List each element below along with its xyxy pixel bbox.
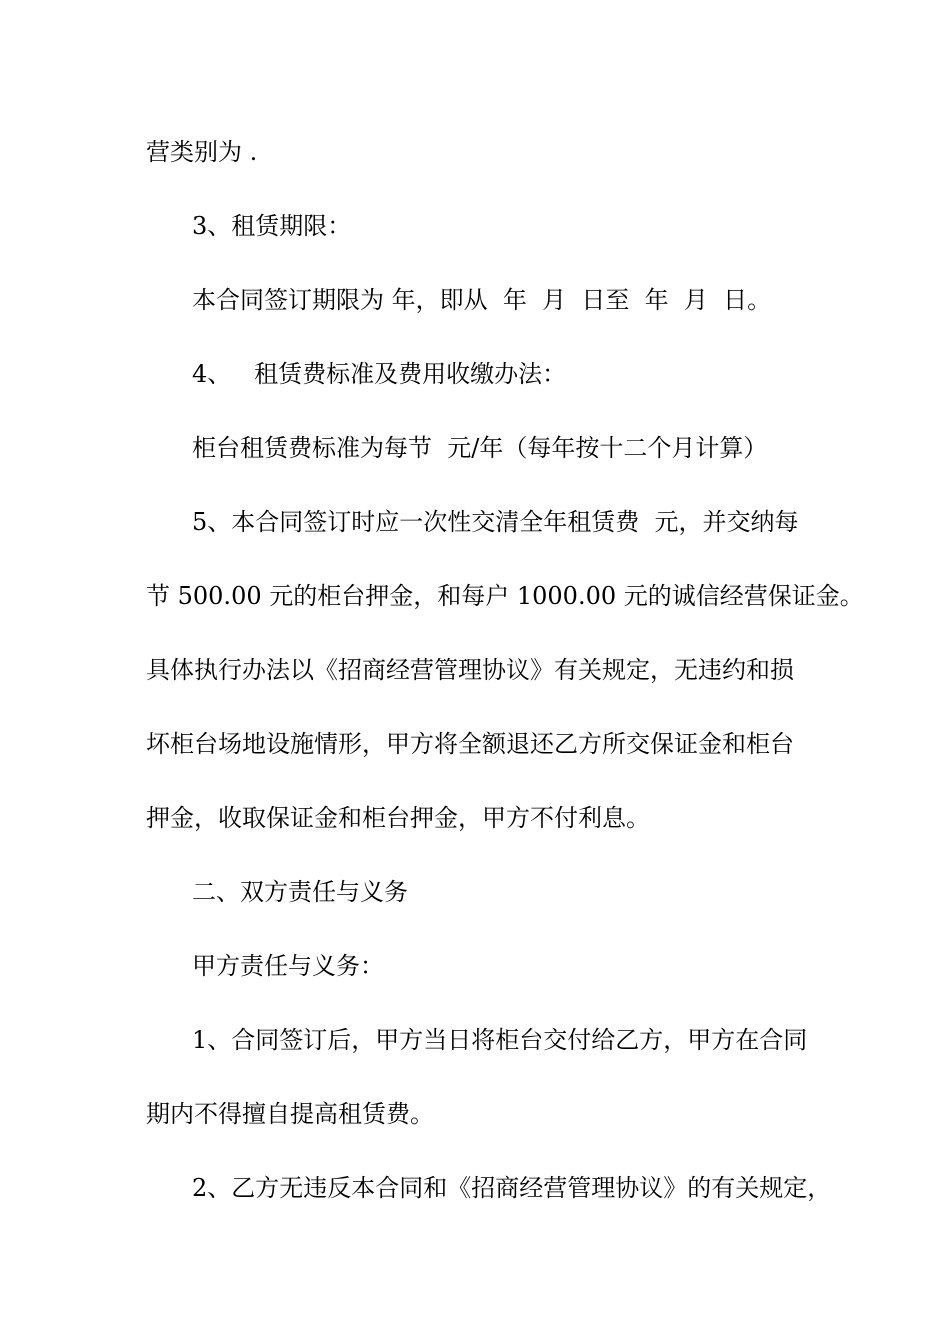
paragraph-line: 柜台租赁费标准为每节 元/年（每年按十二个月计算）	[192, 434, 768, 462]
paragraph-line: 营类别为 .	[146, 138, 258, 166]
paragraph-line: 5、本合同签订时应一次性交清全年租赁费 元，并交纳每	[192, 508, 799, 536]
paragraph-line: 节 500.00 元的柜台押金，和每户 1000.00 元的诚信经营保证金。	[146, 582, 864, 610]
paragraph-line: 本合同签订期限为 年，即从 年 月 日至 年 月 日。	[192, 286, 772, 314]
paragraph-line: 具体执行办法以《招商经营管理协议》有关规定，无违约和损	[146, 656, 794, 684]
paragraph-line: 期内不得擅自提高租赁费。	[146, 1100, 434, 1128]
paragraph-line: 押金，收取保证金和柜台押金，甲方不付利息。	[146, 804, 650, 832]
subsection-heading-party-a: 甲方责任与义务：	[192, 952, 384, 980]
section-heading-lease-term: 3、租赁期限：	[192, 212, 352, 240]
paragraph-line: 1、合同签订后，甲方当日将柜台交付给乙方，甲方在合同	[192, 1026, 808, 1054]
section-heading-responsibilities: 二、双方责任与义务	[192, 878, 408, 906]
section-heading-fees: 4、 租赁费标准及费用收缴办法：	[192, 360, 567, 388]
paragraph-line: 2、乙方无违反本合同和《招商经营管理协议》的有关规定，	[192, 1174, 832, 1202]
paragraph-line: 坏柜台场地设施情形，甲方将全额退还乙方所交保证金和柜台	[146, 730, 794, 758]
